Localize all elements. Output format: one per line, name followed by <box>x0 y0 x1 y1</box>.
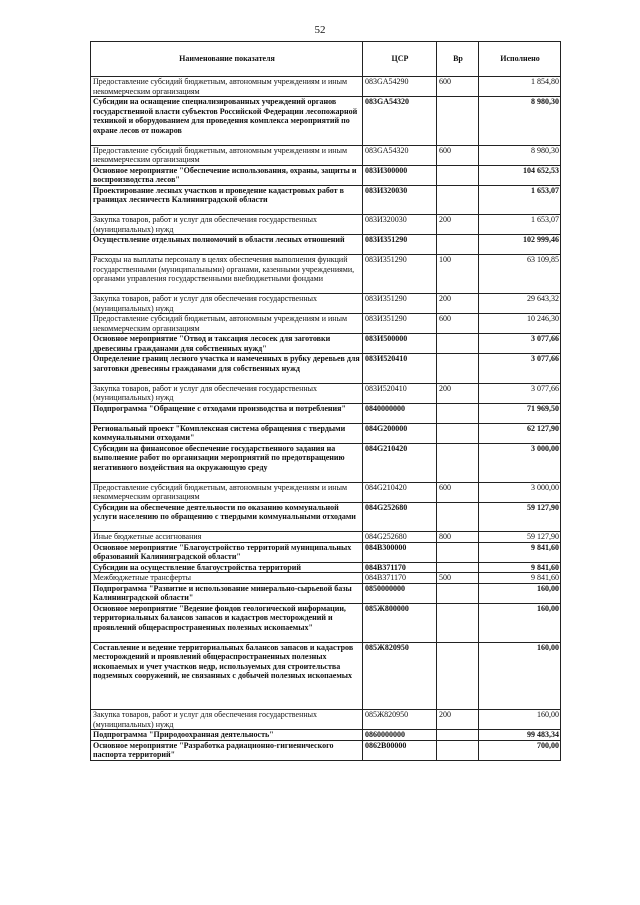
row-vr-cell <box>437 185 479 215</box>
row-vr-cell: 100 <box>437 255 479 294</box>
row-amount-cell: 8 980,30 <box>479 97 561 146</box>
row-csr-cell: 083И300000 <box>363 165 437 185</box>
row-name-cell: Закупка товаров, работ и услуг для обеспечения государственных (муниципальных) нужд <box>91 710 363 730</box>
row-csr-cell: 083GA54320 <box>363 97 437 146</box>
row-name-cell: Закупка товаров, работ и услуг для обеспечения государственных (муниципальных) нужд <box>91 215 363 235</box>
table-row <box>91 294 561 314</box>
table-row <box>91 562 561 573</box>
row-vr-cell <box>437 423 479 443</box>
row-amount-cell: 160,00 <box>479 583 561 603</box>
header-csr: ЦСР <box>363 42 437 77</box>
row-name-cell: Проектирование лесных участков и проведение кадастровых работ в границах лесничеств Калининградской области <box>91 185 363 215</box>
row-name-cell: Подпрограмма "Природоохранная деятельность" <box>91 730 363 741</box>
row-name-cell: Основное мероприятие "Ведение фондов геологической информации, территориальных балансов запасов и кадастров месторождений и проявлений общераспространенных полезных ископаемых" <box>91 603 363 642</box>
table-row <box>91 532 561 543</box>
row-name-cell: Предоставление субсидий бюджетным, автономным учреждениям и иным некоммерческим организациям <box>91 77 363 97</box>
table-row <box>91 215 561 235</box>
row-vr-cell <box>437 235 479 255</box>
table-row <box>91 403 561 423</box>
row-csr-cell: 083GA54320 <box>363 145 437 165</box>
row-csr-cell: 084В300000 <box>363 542 437 562</box>
row-vr-cell <box>437 97 479 146</box>
row-name-cell: Межбюджетные трансферты <box>91 573 363 584</box>
row-csr-cell: 0862В00000 <box>363 740 437 760</box>
row-amount-cell: 1 653,07 <box>479 215 561 235</box>
row-csr-cell: 084G252680 <box>363 532 437 543</box>
row-vr-cell <box>437 603 479 642</box>
row-amount-cell: 3 077,66 <box>479 383 561 403</box>
row-amount-cell: 102 999,46 <box>479 235 561 255</box>
row-name-cell: Субсидии на обеспечение деятельности по оказанию коммунальной услуги населению по обращению с твердыми коммунальными отходами <box>91 502 363 532</box>
table-row <box>91 573 561 584</box>
row-amount-cell: 9 841,60 <box>479 542 561 562</box>
row-amount-cell: 104 652,53 <box>479 165 561 185</box>
table-row <box>91 97 561 146</box>
row-vr-cell: 200 <box>437 710 479 730</box>
row-vr-cell <box>437 583 479 603</box>
row-csr-cell: 083И500000 <box>363 334 437 354</box>
row-name-cell: Закупка товаров, работ и услуг для обеспечения государственных (муниципальных) нужд <box>91 383 363 403</box>
row-amount-cell: 160,00 <box>479 603 561 642</box>
row-csr-cell: 084В371170 <box>363 562 437 573</box>
row-name-cell: Составление и ведение территориальных балансов запасов и кадастров месторождений и проявлений общераспространенных полезных ископаемых и учет участков недр, используемых для строительства подземных сооружений, не связанных с добычей полезных ископаемых <box>91 642 363 710</box>
page-number: 52 <box>314 24 326 36</box>
table-row <box>91 255 561 294</box>
row-csr-cell: 084G210420 <box>363 443 437 482</box>
header-amount: Исполнено <box>479 42 561 77</box>
table-row <box>91 383 561 403</box>
row-amount-cell: 63 109,85 <box>479 255 561 294</box>
row-name-cell: Предоставление субсидий бюджетным, автономным учреждениям и иным некоммерческим организациям <box>91 482 363 502</box>
table-row <box>91 77 561 97</box>
row-vr-cell <box>437 334 479 354</box>
row-amount-cell: 99 483,34 <box>479 730 561 741</box>
row-vr-cell <box>437 354 479 384</box>
row-amount-cell: 3 077,66 <box>479 354 561 384</box>
row-vr-cell <box>437 730 479 741</box>
table-row <box>91 314 561 334</box>
row-amount-cell: 3 077,66 <box>479 334 561 354</box>
row-amount-cell: 1 854,80 <box>479 77 561 97</box>
table-row <box>91 730 561 741</box>
row-amount-cell: 59 127,90 <box>479 532 561 543</box>
row-vr-cell <box>437 443 479 482</box>
row-csr-cell: 085Ж800000 <box>363 603 437 642</box>
row-vr-cell: 600 <box>437 77 479 97</box>
row-vr-cell <box>437 642 479 710</box>
row-csr-cell: 083И351290 <box>363 235 437 255</box>
budget-table <box>90 41 561 761</box>
header-vr: Вр <box>437 42 479 77</box>
row-name-cell: Основное мероприятие "Отвод и таксация лесосек для заготовки древесины гражданами для собственных нужд" <box>91 334 363 354</box>
row-csr-cell: 0860000000 <box>363 730 437 741</box>
table-row <box>91 603 561 642</box>
table-row <box>91 165 561 185</box>
row-csr-cell: 0840000000 <box>363 403 437 423</box>
row-amount-cell: 9 841,60 <box>479 573 561 584</box>
table-row <box>91 443 561 482</box>
row-csr-cell: 084G210420 <box>363 482 437 502</box>
table-row <box>91 145 561 165</box>
row-amount-cell: 71 969,50 <box>479 403 561 423</box>
row-name-cell: Основное мероприятие "Благоустройство территорий муниципальных образований Калининградской области" <box>91 542 363 562</box>
table-row <box>91 710 561 730</box>
row-amount-cell: 62 127,90 <box>479 423 561 443</box>
row-amount-cell: 160,00 <box>479 710 561 730</box>
row-vr-cell: 600 <box>437 145 479 165</box>
row-vr-cell: 600 <box>437 482 479 502</box>
table-row <box>91 583 561 603</box>
row-vr-cell <box>437 403 479 423</box>
row-csr-cell: 083И520410 <box>363 383 437 403</box>
row-vr-cell: 200 <box>437 215 479 235</box>
row-vr-cell <box>437 502 479 532</box>
table-row <box>91 185 561 215</box>
row-name-cell: Предоставление субсидий бюджетным, автономным учреждениям и иным некоммерческим организациям <box>91 145 363 165</box>
row-name-cell: Предоставление субсидий бюджетным, автономным учреждениям и иным некоммерческим организациям <box>91 314 363 334</box>
row-csr-cell: 083И320030 <box>363 215 437 235</box>
row-amount-cell: 10 246,30 <box>479 314 561 334</box>
row-csr-cell: 083И520410 <box>363 354 437 384</box>
table-row <box>91 542 561 562</box>
row-name-cell: Основное мероприятие "Обеспечение использования, охраны, защиты и воспроизводства лесов" <box>91 165 363 185</box>
table-row <box>91 482 561 502</box>
table-row <box>91 235 561 255</box>
row-amount-cell: 3 000,00 <box>479 443 561 482</box>
header-name: Наименование показателя <box>91 42 363 77</box>
row-name-cell: Подпрограмма "Обращение с отходами производства и потребления" <box>91 403 363 423</box>
row-name-cell: Иные бюджетные ассигнования <box>91 532 363 543</box>
row-name-cell: Осуществление отдельных полномочий в области лесных отношений <box>91 235 363 255</box>
row-amount-cell: 1 653,07 <box>479 185 561 215</box>
row-vr-cell: 800 <box>437 532 479 543</box>
row-csr-cell: 083И351290 <box>363 294 437 314</box>
table-row <box>91 740 561 760</box>
row-csr-cell: 085Ж820950 <box>363 642 437 710</box>
row-name-cell: Подпрограмма "Развитие и использование минерально-сырьевой базы Калининградской области" <box>91 583 363 603</box>
row-amount-cell: 3 000,00 <box>479 482 561 502</box>
table-row <box>91 642 561 710</box>
row-vr-cell <box>437 542 479 562</box>
row-name-cell: Определение границ лесного участка и намеченных в рубку деревьев для заготовки древесины гражданами для собственных нужд <box>91 354 363 384</box>
row-amount-cell: 9 841,60 <box>479 562 561 573</box>
row-csr-cell: 083И351290 <box>363 255 437 294</box>
row-name-cell: Региональный проект "Комплексная система обращения с твердыми коммунальными отходами" <box>91 423 363 443</box>
row-csr-cell: 0850000000 <box>363 583 437 603</box>
row-csr-cell: 083GA54290 <box>363 77 437 97</box>
row-name-cell: Субсидии на осуществление благоустройства территорий <box>91 562 363 573</box>
row-name-cell: Расходы на выплаты персоналу в целях обеспечения выполнения функций государственными (муниципальными) органами, казенными учреждениями, органами управления государственными внебюджетными фондами <box>91 255 363 294</box>
table-row <box>91 502 561 532</box>
table-body <box>91 77 561 761</box>
row-name-cell: Субсидии на оснащение специализированных учреждений органов государственной власти субъектов Российской Федерации лесопожарной техникой и оборудованием для проведения комплекса мероприятий по охране лесов от пожаров <box>91 97 363 146</box>
row-amount-cell: 29 643,32 <box>479 294 561 314</box>
row-amount-cell: 700,00 <box>479 740 561 760</box>
row-amount-cell: 8 980,30 <box>479 145 561 165</box>
row-vr-cell: 500 <box>437 573 479 584</box>
row-csr-cell: 084В371170 <box>363 573 437 584</box>
row-csr-cell: 084G200000 <box>363 423 437 443</box>
row-name-cell: Субсидии на финансовое обеспечение государственного задания на выполнение работ по организации мероприятий по предотвращению негативного воздействия на окружающую среду <box>91 443 363 482</box>
row-amount-cell: 160,00 <box>479 642 561 710</box>
row-vr-cell: 600 <box>437 314 479 334</box>
row-name-cell: Закупка товаров, работ и услуг для обеспечения государственных (муниципальных) нужд <box>91 294 363 314</box>
row-csr-cell: 085Ж820950 <box>363 710 437 730</box>
table-header-row <box>91 42 561 77</box>
row-vr-cell <box>437 562 479 573</box>
table-row <box>91 354 561 384</box>
row-amount-cell: 59 127,90 <box>479 502 561 532</box>
row-name-cell: Основное мероприятие "Разработка радиационно-гигиенического паспорта территорий" <box>91 740 363 760</box>
row-csr-cell: 083И351290 <box>363 314 437 334</box>
row-vr-cell <box>437 740 479 760</box>
table-row <box>91 423 561 443</box>
row-csr-cell: 083И320030 <box>363 185 437 215</box>
row-vr-cell: 200 <box>437 383 479 403</box>
table-row <box>91 334 561 354</box>
row-csr-cell: 084G252680 <box>363 502 437 532</box>
row-vr-cell <box>437 165 479 185</box>
row-vr-cell: 200 <box>437 294 479 314</box>
